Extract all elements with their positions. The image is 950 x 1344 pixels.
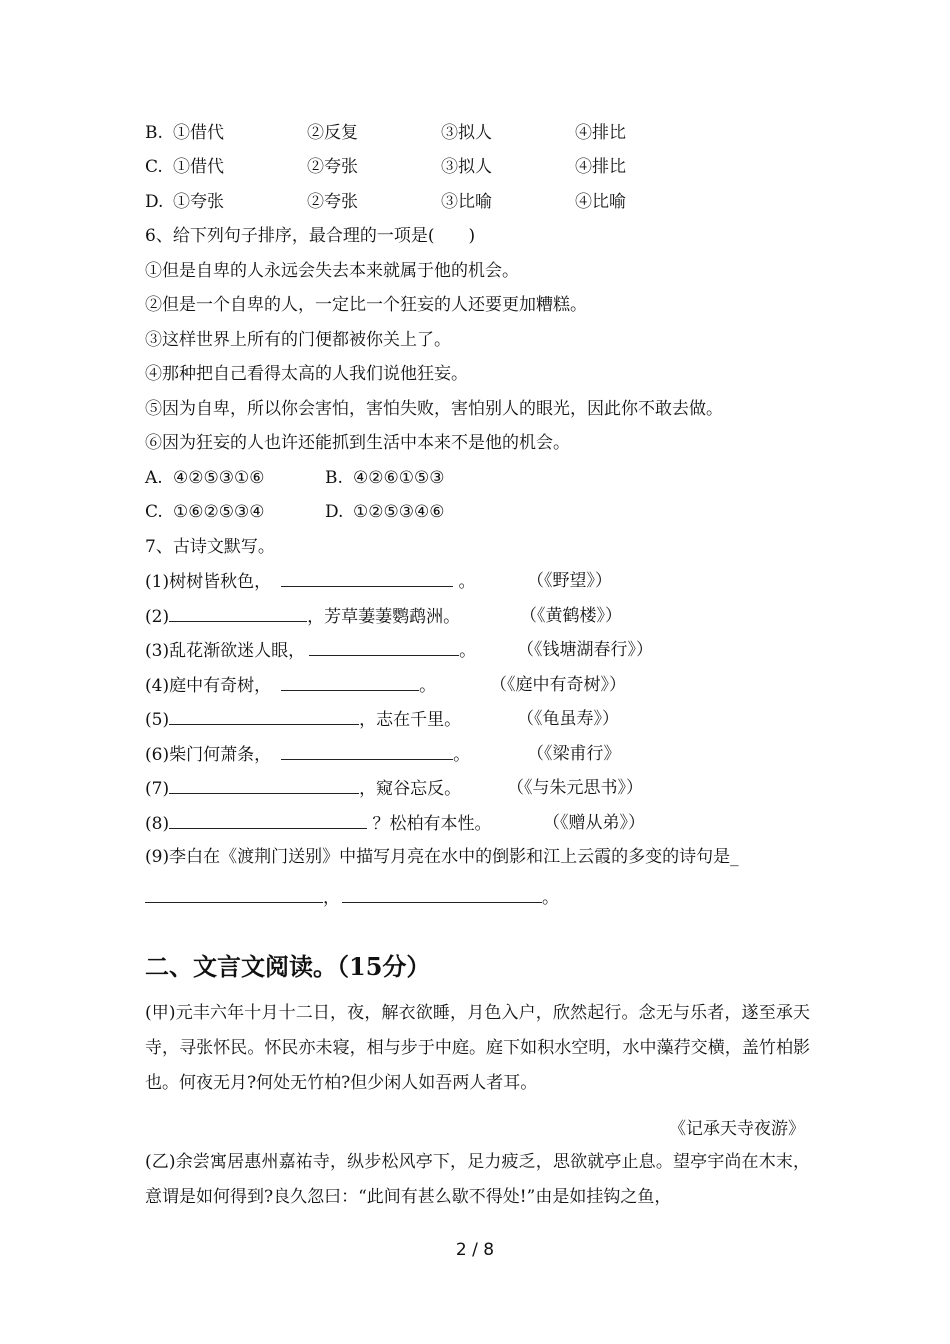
option-item: ③拟人 bbox=[441, 123, 492, 143]
item-source: （《庭中有奇树》） bbox=[490, 675, 626, 695]
q7-item-9: (9)李白在《渡荆门送别》中描写月亮在水中的倒影和江上云霞的多变的诗句是_ bbox=[145, 847, 739, 867]
item-text: ， bbox=[323, 888, 340, 908]
choice-letter: D. bbox=[325, 502, 344, 522]
choice-value: ①⑥②⑤③④ bbox=[173, 502, 265, 522]
option-item: ②夸张 bbox=[307, 192, 358, 212]
q6-sentence: ①但是自卑的人永远会失去本来就属于他的机会。 bbox=[145, 261, 519, 281]
q6-choices-ab bbox=[145, 467, 545, 489]
item-number: (2) bbox=[145, 607, 170, 627]
option-letter: B. bbox=[145, 123, 163, 143]
q7-prompt: 7、古诗文默写。 bbox=[145, 537, 275, 557]
answer-blank[interactable] bbox=[281, 743, 453, 760]
section-heading: 二、文言文阅读。（15分） bbox=[145, 952, 431, 981]
item-number: (8) bbox=[145, 814, 170, 834]
q6-sentence: ②但是一个自卑的人，一定比一个狂妄的人还要更加糟糕。 bbox=[145, 295, 587, 315]
choice-value: ④②⑤③①⑥ bbox=[173, 468, 265, 488]
page-number: 2 / 8 bbox=[455, 1240, 495, 1260]
q6-choices-cd bbox=[145, 501, 545, 523]
item-source: （《与朱元思书》） bbox=[507, 778, 643, 798]
option-item: ④排比 bbox=[575, 123, 626, 143]
item-text: 乱花渐欲迷人眼， bbox=[169, 641, 306, 661]
q7-item-3 bbox=[145, 639, 805, 661]
item-text: 。 bbox=[453, 572, 476, 592]
answer-blank[interactable] bbox=[281, 674, 419, 691]
choice-value: ①②⑤③④⑥ bbox=[353, 502, 445, 522]
item-text: ？松柏有本性。 bbox=[367, 814, 492, 834]
item-number: (6) bbox=[145, 745, 170, 765]
item-number: (5) bbox=[145, 710, 170, 730]
item-source: （《野望》） bbox=[527, 571, 612, 591]
item-source: （《赠从弟》） bbox=[543, 813, 645, 833]
item-number: (7) bbox=[145, 779, 170, 799]
answer-blank[interactable] bbox=[169, 605, 307, 622]
option-item: ②夸张 bbox=[307, 157, 358, 177]
item-text: 。 bbox=[459, 641, 477, 661]
item-number: (1) bbox=[145, 572, 170, 592]
item-text: 树树皆秋色， bbox=[169, 572, 272, 592]
item-text: 。 bbox=[419, 676, 437, 696]
item-text: 。 bbox=[542, 888, 559, 908]
option-letter: D. bbox=[145, 192, 164, 212]
option-item: ③拟人 bbox=[441, 157, 492, 177]
option-letter: C. bbox=[145, 157, 163, 177]
answer-blank[interactable] bbox=[169, 812, 367, 829]
q6-sentence: ⑥因为狂妄的人也许还能抓到生活中本来不是他的机会。 bbox=[145, 433, 570, 453]
answer-blank[interactable] bbox=[169, 777, 359, 794]
option-item: ④排比 bbox=[575, 157, 626, 177]
q7-item-4 bbox=[145, 674, 805, 696]
item-text: 柴门何萧条， bbox=[169, 745, 272, 765]
answer-blank[interactable] bbox=[309, 639, 459, 656]
q6-sentence: ⑤因为自卑，所以你会害怕，害怕失败，害怕别人的眼光，因此你不敢去做。 bbox=[145, 399, 723, 419]
item-source: （《黄鹤楼》） bbox=[520, 606, 622, 626]
q7-item-2 bbox=[145, 605, 805, 627]
item-text: ，志在千里。 bbox=[359, 710, 462, 730]
passage-b: (乙)余尝寓居惠州嘉祐寺，纵步松风亭下，足力疲乏，思欲就亭止息。望亭宇尚在木末，意谓是如何得到?良久忽曰：“此间有甚么歇不得处!”由是如挂钩之鱼， bbox=[145, 1152, 810, 1207]
option-item: ③比喻 bbox=[441, 192, 492, 212]
q7-item-9-blanks bbox=[145, 886, 805, 908]
q5-option-d bbox=[145, 191, 805, 213]
option-item: ②反复 bbox=[307, 123, 358, 143]
q7-item-8 bbox=[145, 812, 805, 834]
q6-sentence: ③这样世界上所有的门便都被你关上了。 bbox=[145, 330, 451, 350]
item-text: 。 bbox=[453, 745, 471, 765]
choice-letter: B. bbox=[325, 468, 343, 488]
passage-a: (甲)元丰六年十月十二日，夜，解衣欲睡，月色入户，欣然起行。念无与乐者，遂至承天寺，寻张怀民。怀民亦未寝，相与步于中庭。庭下如积水空明，水中藻荇交横，盖竹柏影也。何夜无月?何处无竹柏?但少闲人如吾两人者耳。 bbox=[145, 1003, 810, 1093]
answer-blank[interactable] bbox=[342, 886, 542, 903]
q5-option-b bbox=[145, 122, 805, 144]
choice-letter: A. bbox=[145, 468, 163, 488]
option-item: ④比喻 bbox=[575, 192, 626, 212]
item-source: （《龟虽寿》） bbox=[517, 709, 619, 729]
q6-prompt: 6、给下列句子排序，最合理的一项是( ) bbox=[145, 226, 476, 246]
item-text: ，芳草萋萋鹦鹉洲。 bbox=[307, 607, 461, 627]
item-text: 庭中有奇树， bbox=[169, 676, 272, 696]
answer-blank[interactable] bbox=[281, 570, 453, 587]
q7-item-1 bbox=[145, 570, 805, 592]
option-item: ①夸张 bbox=[173, 192, 224, 212]
answer-blank[interactable] bbox=[169, 708, 359, 725]
item-number: (4) bbox=[145, 676, 170, 696]
q7-item-7 bbox=[145, 777, 805, 799]
q5-option-c bbox=[145, 156, 805, 178]
q7-item-6 bbox=[145, 743, 805, 765]
option-item: ①借代 bbox=[173, 123, 224, 143]
q6-sentence: ④那种把自己看得太高的人我们说他狂妄。 bbox=[145, 364, 468, 384]
answer-blank[interactable] bbox=[145, 886, 323, 903]
item-source: （《梁甫行》 bbox=[527, 744, 621, 764]
option-item: ①借代 bbox=[173, 157, 224, 177]
choice-value: ④②⑥①⑤③ bbox=[353, 468, 445, 488]
passage-a-source: 《记承天寺夜游》 bbox=[669, 1119, 805, 1139]
item-source: （《钱塘湖春行》） bbox=[517, 640, 653, 660]
item-number: (3) bbox=[145, 641, 170, 661]
q7-item-5 bbox=[145, 708, 805, 730]
choice-letter: C. bbox=[145, 502, 163, 522]
item-text: ，窥谷忘反。 bbox=[359, 779, 462, 799]
